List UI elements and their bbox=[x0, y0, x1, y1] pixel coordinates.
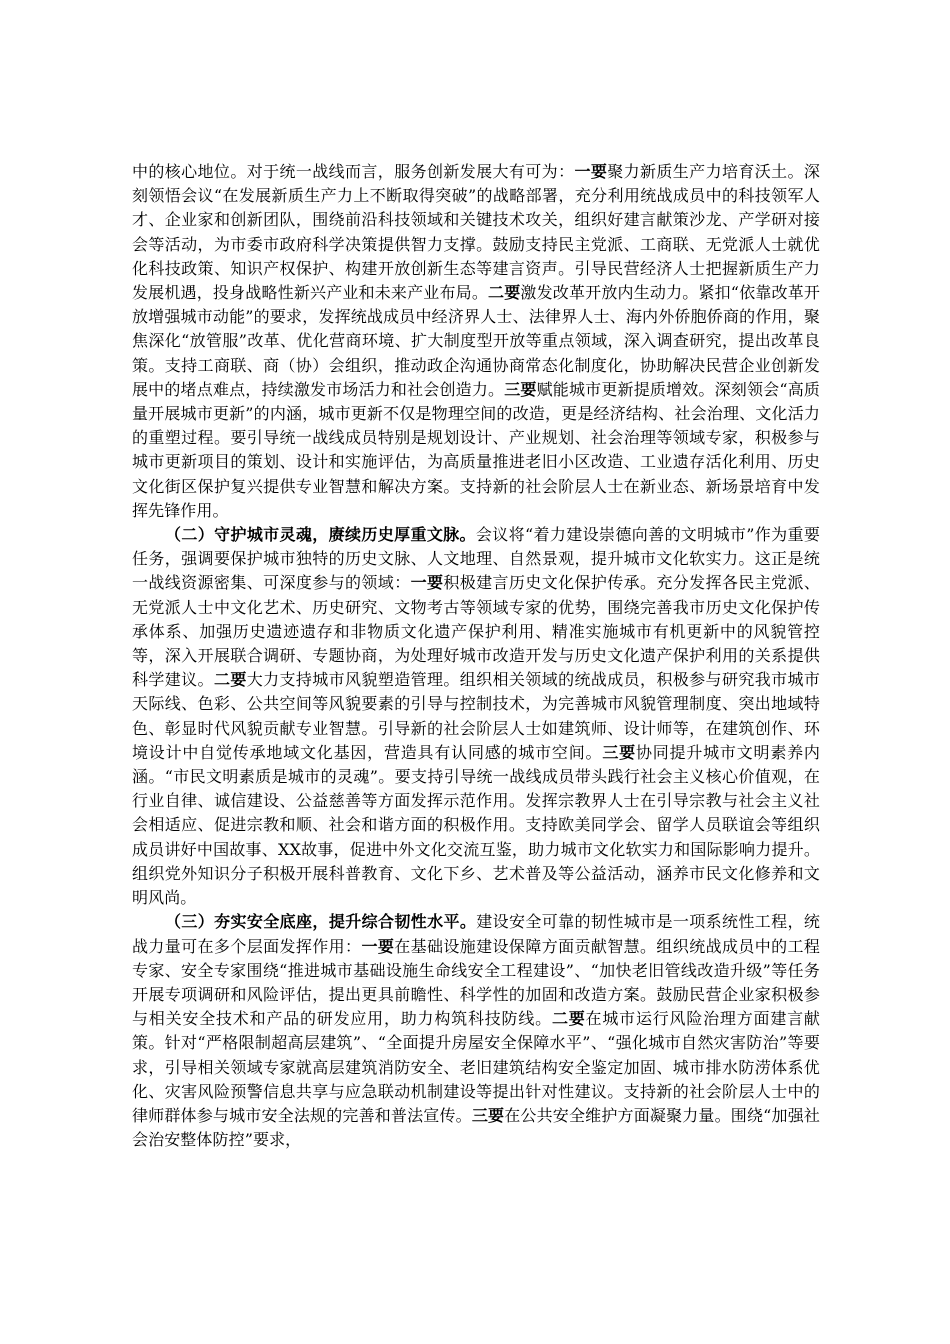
bold-text-run: 三要 bbox=[504, 379, 537, 399]
paragraph-1 bbox=[132, 160, 820, 523]
paragraph-3 bbox=[132, 910, 820, 1152]
bold-text-run: （三）夯实安全底座，提升综合韧性水平。 bbox=[165, 912, 477, 932]
text-run: 建设安全可靠的韧性城市是一项系统性工程，统战力量可在多个层面发挥作用： bbox=[132, 912, 820, 956]
bold-text-run: 一要 bbox=[361, 936, 395, 956]
bold-text-run: 三要 bbox=[602, 742, 636, 762]
text-run: 在基础设施建设保障方面贡献智慧。组织统战成员中的工程专家、安全专家围绕“推进城市基础设施生命线安全工程建设”、“加快老旧管线改造升级”等任务开展专项调研和风险评估，提出更具前瞻性、科学性的加固和改造方案。鼓励民营企业家积极参与相关安全技术和产品的研发应用，助力构筑科技防线。 bbox=[132, 936, 821, 1029]
text-run: 中的核心地位。对于统一战线而言，服务创新发展大有可为： bbox=[132, 162, 575, 181]
document-body bbox=[132, 160, 820, 1152]
text-run: 积极建言历史文化保护传承。充分发挥各民主党派、无党派人士中文化艺术、历史研究、文物考古等领域专家的优势，围绕完善我市历史文化保护传承体系、加强历史遗迹遗存和非物质文化遗产保护利用、精准实施城市有机更新中的风貌管控等，深入开展联合调研、专题协商，为处理好城市改造开发与历史文化遗产保护利用的关系提供科学建议。 bbox=[132, 573, 820, 690]
text-run: 赋能城市更新提质增效。深刻领会“高质量开展城市更新”的内涵，城市更新不仅是物理空间的改造，更是经济结构、社会治理、文化活力的重塑过程。要引导统一战线成员特别是规划设计、产业规划、社会治理等领域专家，积极参与城市更新项目的策划、设计和实施评估，为高质量推进老旧小区改造、工业遗存活化利用、历史文化街区保护复兴提供专业智慧和解决方案。支持新的社会阶层人士在新业态、新场景培育中发挥先锋作用。 bbox=[132, 379, 820, 520]
bold-text-run: 二要 bbox=[551, 1009, 586, 1029]
paragraph-2 bbox=[132, 523, 820, 910]
bold-text-run: 三要 bbox=[471, 1105, 505, 1125]
text-run: 激发改革开放内生动力。紧扣“依靠改革开放增强城市动能”的要求，发挥统战成员中经济界人士、法律界人士、海内外侨胞侨商的作用，聚焦深化“放管服”改革、优化营商环境、扩大制度型开放等重点领域，深入调查研究，提出改革良策。支持工商联、商（协）会组织，推动政企沟通协商常态化制度化，协助解决民营企业创新发展中的堵点难点，持续激发市场活力和社会创造力。 bbox=[132, 283, 821, 399]
bold-text-run: 一要 bbox=[574, 162, 608, 181]
text-run: 在公共安全维护方面凝聚力量。围绕“加强社会治安整体防控”要求， bbox=[132, 1105, 820, 1150]
bold-text-run: 一要 bbox=[410, 573, 444, 593]
text-run: 在城市运行风险治理方面建言献策。针对“严格限制超高层建筑”、“全面提升房屋安全保障水平”、“强化城市自然灾害防治”等要求，引导相关领域专家就高层建筑消防安全、老旧建筑结构安全鉴定加固、城市排水防涝体系优化、灾害风险预警信息共享与应急联动机制建设等提出针对性建议。支持新的社会阶层人士中的律师群体参与城市安全法规的完善和普法宣传。 bbox=[132, 1009, 821, 1125]
text-run: 聚力新质生产力培育沃土。深刻领悟会议“在发展新质生产力上不断取得突破”的战略部署，充分利用统战成员中的科技领军人才、企业家和创新团队，围绕前沿科技领域和关键技术攻关，组织好建言献策沙龙、产学研对接会等活动，为市委市政府科学决策提供智力支撑。鼓励支持民主党派、工商联、无党派人士就优化科技政策、知识产权保护、构建开放创新生态等建言资声。引导民营经济人士把握新质生产力发展机遇，投身战略性新兴产业和未来产业布局。 bbox=[132, 162, 820, 303]
bold-text-run: 二要 bbox=[213, 670, 247, 690]
text-run: 会议将“着力建设崇德向善的文明城市”作为重要任务，强调要保护城市独特的历史文脉、人文地理、自然景观，提升城市文化软实力。这正是统一战线资源密集、可深度参与的领域： bbox=[132, 525, 820, 593]
bold-text-run: 二要 bbox=[488, 283, 521, 303]
text-run: 大力支持城市风貌塑造管理。组织相关领域的统战成员，积极参与研究我市城市天际线、色彩、公共空间等风貌要素的引导与控制技术，为完善城市风貌管理制度、突出地域特色、彰显时代风貌贡献专业智慧。引导新的社会阶层人士如建筑师、设计师等，在建筑创作、环境设计中自觉传承地域文化基因，营造具有认同感的城市空间。 bbox=[132, 670, 820, 762]
bold-text-run: （二）守护城市灵魂，赓续历史厚重文脉。 bbox=[165, 525, 476, 545]
text-run: 协同提升城市文明素养内涵。“市民文明素质是城市的灵魂”。要支持引导统一战线成员带头践行社会主义核心价值观，在行业自律、诚信建设、公益慈善等方面发挥示范作用。发挥宗教界人士在引导宗教与社会主义社会相适应、促进宗教和顺、社会和谐方面的积极作用。支持欧美同学会、留学人员联谊会等组织成员讲好中国故事、XX故事，促进中外文化交流互鉴，助力城市文化软实力和国际影响力提升。组织党外知识分子积极开展科普教育、文化下乡、艺术普及等公益活动，涵养市民文化修养和文明风尚。 bbox=[132, 742, 821, 908]
